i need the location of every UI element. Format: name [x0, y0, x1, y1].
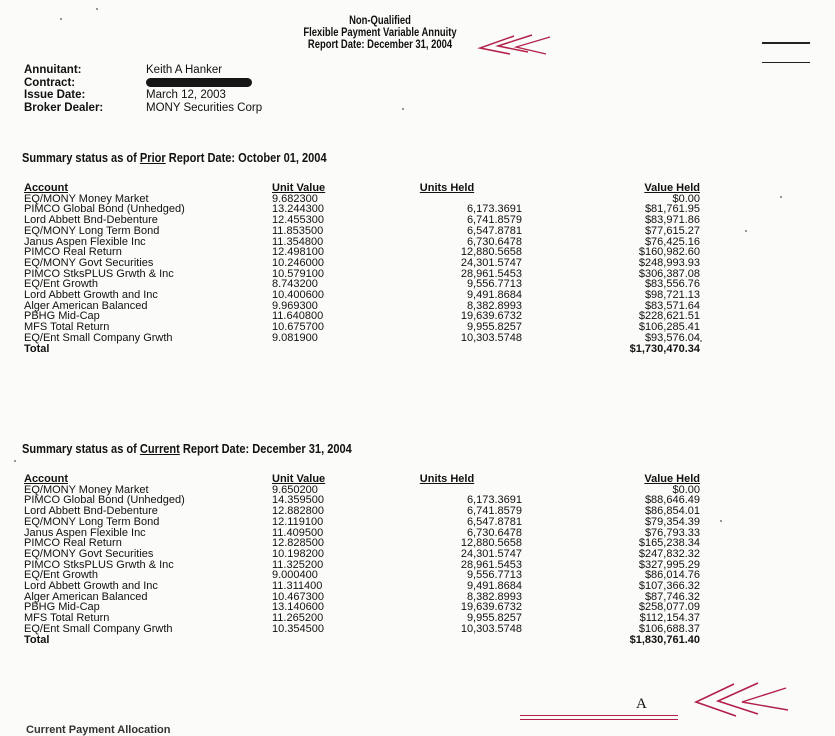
units-held: 24,301.5747: [460, 547, 522, 560]
col-unit-value: Unit Value: [272, 182, 326, 194]
units-held: 8,382.8993: [466, 299, 522, 312]
holding-row: [24, 301, 700, 312]
fund-name: EQ/MONY Money Market: [24, 483, 149, 496]
value-held: $107,366.32: [638, 580, 700, 593]
value-held: $83,556.76: [644, 278, 700, 291]
unit-value: 9.969300: [272, 299, 318, 312]
prior-holdings-table: [24, 183, 700, 354]
value-held: $327,995.29: [638, 558, 700, 571]
value-held: $76,425.16: [644, 235, 700, 248]
holding-row: [24, 311, 700, 322]
value-held: $160,982.60: [638, 246, 700, 259]
unit-value: 10.579100: [272, 267, 324, 280]
units-held: 8,382.8993: [466, 590, 522, 603]
unit-value: 10.400600: [272, 289, 324, 302]
fund-name: PBHG Mid-Cap: [24, 601, 100, 614]
value-held: $106,688.37: [638, 622, 700, 635]
fund-name: EQ/MONY Govt Securities: [24, 547, 154, 560]
value-held: $77,615.27: [644, 224, 700, 237]
fund-name: PIMCO StksPLUS Grwth & Inc: [24, 558, 174, 571]
fund-name: Alger American Balanced: [24, 590, 148, 603]
scan-speck: [780, 196, 782, 198]
units-held: 9,955.8257: [466, 321, 522, 334]
contract-label: Contract:: [24, 76, 76, 89]
col-value-held: Value Held: [644, 182, 700, 194]
fund-name: PIMCO Real Return: [24, 537, 122, 550]
value-held: $98,721.13: [644, 289, 700, 302]
units-held: 28,961.5453: [460, 558, 522, 571]
scan-speck: [745, 230, 747, 232]
unit-value: 10.246000: [272, 256, 324, 269]
units-held: 9,491.8684: [466, 580, 522, 593]
units-held: 6,730.6478: [466, 235, 522, 248]
units-held: 9,556.7713: [466, 569, 522, 582]
fund-name: PBHG Mid-Cap: [24, 310, 100, 323]
value-held: $228,621.51: [638, 310, 700, 323]
units-held: 28,961.5453: [460, 267, 522, 280]
value-held: $88,646.49: [644, 494, 700, 507]
unit-value: 8.743200: [272, 278, 318, 291]
units-held: 19,639.6732: [460, 601, 522, 614]
margin-rule: [762, 62, 810, 63]
value-held: $93,576.04: [644, 331, 700, 344]
holding-row: [24, 602, 700, 613]
unit-value: 11.409500: [272, 526, 324, 539]
unit-value: 11.354800: [272, 235, 324, 248]
unit-value: 12.828500: [272, 537, 324, 550]
value-held: $112,154.37: [639, 612, 700, 625]
scan-speck: [60, 18, 62, 20]
unit-value: 14.359500: [272, 494, 324, 507]
units-held: 9,491.8684: [466, 289, 522, 302]
scan-speck: [402, 108, 404, 110]
fund-name: Lord Abbett Growth and Inc: [24, 289, 158, 302]
fund-name: EQ/MONY Long Term Bond: [24, 224, 160, 237]
units-held: 6,547.8781: [466, 224, 522, 237]
value-held: $248,993.93: [638, 256, 700, 269]
unit-value: 10.467300: [272, 590, 324, 603]
units-held: 6,730.6478: [466, 526, 522, 539]
holding-row: [24, 592, 700, 603]
holding-row: [24, 237, 700, 248]
value-held: $0.00: [672, 192, 700, 205]
unit-value: 11.853500: [272, 224, 324, 237]
fund-name: EQ/Ent Small Company Grwth: [24, 331, 173, 344]
report-date: Report Date: December 31, 2004: [307, 39, 453, 51]
units-held: 6,741.8579: [466, 214, 522, 227]
value-held: $83,971.86: [644, 214, 700, 227]
unit-value: 12.882800: [272, 505, 324, 518]
units-held: 10,303.5748: [460, 622, 522, 635]
value-held: $76,793.33: [644, 526, 700, 539]
unit-value: 11.325200: [272, 558, 324, 571]
unit-value: 9.650200: [272, 483, 318, 496]
units-held: 6,173.3691: [466, 494, 522, 507]
holding-row: [24, 517, 700, 528]
value-held: $106,285.41: [638, 321, 700, 334]
current-total-value: $1,830,761.40: [629, 633, 700, 646]
units-held: 6,741.8579: [466, 505, 522, 518]
units-held: 10,303.5748: [460, 331, 522, 344]
fund-name: EQ/MONY Govt Securities: [24, 256, 154, 269]
value-held: $87,746.32: [644, 590, 700, 603]
fund-name: MFS Total Return: [24, 612, 110, 625]
unit-value: 9.081900: [272, 331, 318, 344]
units-held: 9,556.7713: [466, 278, 522, 291]
scan-speck: [720, 520, 722, 522]
unit-value: 12.119100: [272, 515, 324, 528]
fund-name: PIMCO Global Bond (Unhedged): [24, 203, 185, 216]
payment-allocation-heading: Current Payment Allocation: [26, 724, 171, 736]
unit-value: 12.498100: [272, 246, 324, 259]
value-held: $165,238.34: [638, 537, 700, 550]
unit-value: 9.682300: [272, 192, 318, 205]
report-title-line1: Non-Qualified: [349, 15, 411, 27]
unit-value: 11.640800: [272, 310, 324, 323]
handwritten-arrow-mark: [474, 32, 554, 60]
units-held: 12,880.5658: [460, 537, 522, 550]
value-held: $86,854.01: [644, 505, 700, 518]
fund-name: Janus Aspen Flexible Inc: [24, 526, 146, 539]
account-info: [24, 64, 262, 114]
fund-name: PIMCO Real Return: [24, 246, 122, 259]
unit-value: 13.140600: [272, 601, 324, 614]
fund-name: EQ/Ent Growth: [24, 278, 98, 291]
fund-name: EQ/MONY Money Market: [24, 192, 149, 205]
fund-name: PIMCO StksPLUS Grwth & Inc: [24, 267, 174, 280]
holding-row: [24, 226, 700, 237]
col-account: Account: [24, 473, 68, 485]
unit-value: 10.675700: [272, 321, 324, 334]
scan-speck: [96, 8, 98, 10]
current-total-label: Total: [24, 633, 50, 646]
issue-date-value: March 12, 2003: [146, 89, 226, 101]
scan-speck: [14, 460, 16, 462]
value-held: $258,077.09: [638, 601, 700, 614]
unit-value: 9.000400: [272, 569, 318, 582]
total-underline: [520, 715, 678, 716]
units-held: 24,301.5747: [460, 256, 522, 269]
prior-total-value: $1,730,470.34: [629, 342, 700, 355]
fund-name: PIMCO Global Bond (Unhedged): [24, 494, 185, 507]
units-held: 12,880.5658: [460, 246, 522, 259]
holding-row: [24, 333, 700, 344]
holding-row: [24, 624, 700, 635]
holding-row: [24, 560, 700, 571]
broker-dealer-label: Broker Dealer:: [24, 101, 104, 114]
annotation-letter: A: [636, 696, 647, 712]
col-account: Account: [24, 182, 68, 194]
col-value-held: Value Held: [644, 473, 700, 485]
value-held: $306,387.08: [638, 267, 700, 280]
value-held: $83,571.64: [644, 299, 700, 312]
fund-name: Lord Abbett Growth and Inc: [24, 580, 158, 593]
col-units-held: Units Held: [419, 473, 475, 485]
holding-row: [24, 269, 700, 280]
handwritten-arrow-mark: [690, 680, 800, 720]
holding-row: [24, 528, 700, 539]
current-section-title: Summary status as of Current Report Date: December 31, 2004: [22, 441, 352, 456]
unit-value: 13.244300: [272, 203, 324, 216]
units-held: 6,173.3691: [466, 203, 522, 216]
margin-rule: [762, 42, 810, 44]
prior-section-title: Summary status as of Prior Report Date: October 01, 2004: [22, 150, 327, 165]
prior-total-label: Total: [24, 342, 50, 355]
value-held: $81,761.95: [644, 203, 700, 216]
broker-dealer-value: MONY Securities Corp: [146, 101, 263, 114]
annuitant-label: Annuitant:: [24, 64, 82, 76]
unit-value: 11.311400: [272, 580, 323, 593]
units-held: 9,955.8257: [466, 612, 522, 625]
value-held: $0.00: [672, 483, 700, 496]
total-underline: [520, 719, 678, 720]
issue-date-label: Issue Date:: [24, 89, 86, 101]
annuitant-value: Keith A Hanker: [146, 64, 223, 76]
unit-value: 12.455300: [272, 214, 324, 227]
fund-name: EQ/MONY Long Term Bond: [24, 515, 160, 528]
unit-value: 11.265200: [272, 612, 324, 625]
fund-name: MFS Total Return: [24, 321, 110, 334]
fund-name: EQ/Ent Growth: [24, 569, 98, 582]
value-held: $247,832.32: [638, 547, 700, 560]
value-held: $86,014.76: [644, 569, 700, 582]
units-held: 6,547.8781: [466, 515, 522, 528]
unit-value: 10.198200: [272, 547, 324, 560]
value-held: $79,354.39: [644, 515, 700, 528]
col-unit-value: Unit Value: [272, 473, 326, 485]
report-title-line2: Flexible Payment Variable Annuity: [303, 27, 457, 39]
fund-name: EQ/Ent Small Company Grwth: [24, 622, 173, 635]
scan-speck: [700, 340, 702, 342]
unit-value: 10.354500: [272, 622, 324, 635]
fund-name: Lord Abbett Bnd-Debenture: [24, 505, 158, 518]
current-holdings-table: [24, 474, 700, 645]
col-units-held: Units Held: [419, 182, 475, 194]
contract-redaction: [146, 78, 252, 87]
units-held: 19,639.6732: [460, 310, 522, 323]
fund-name: Alger American Balanced: [24, 299, 148, 312]
fund-name: Lord Abbett Bnd-Debenture: [24, 214, 158, 227]
fund-name: Janus Aspen Flexible Inc: [24, 235, 146, 248]
